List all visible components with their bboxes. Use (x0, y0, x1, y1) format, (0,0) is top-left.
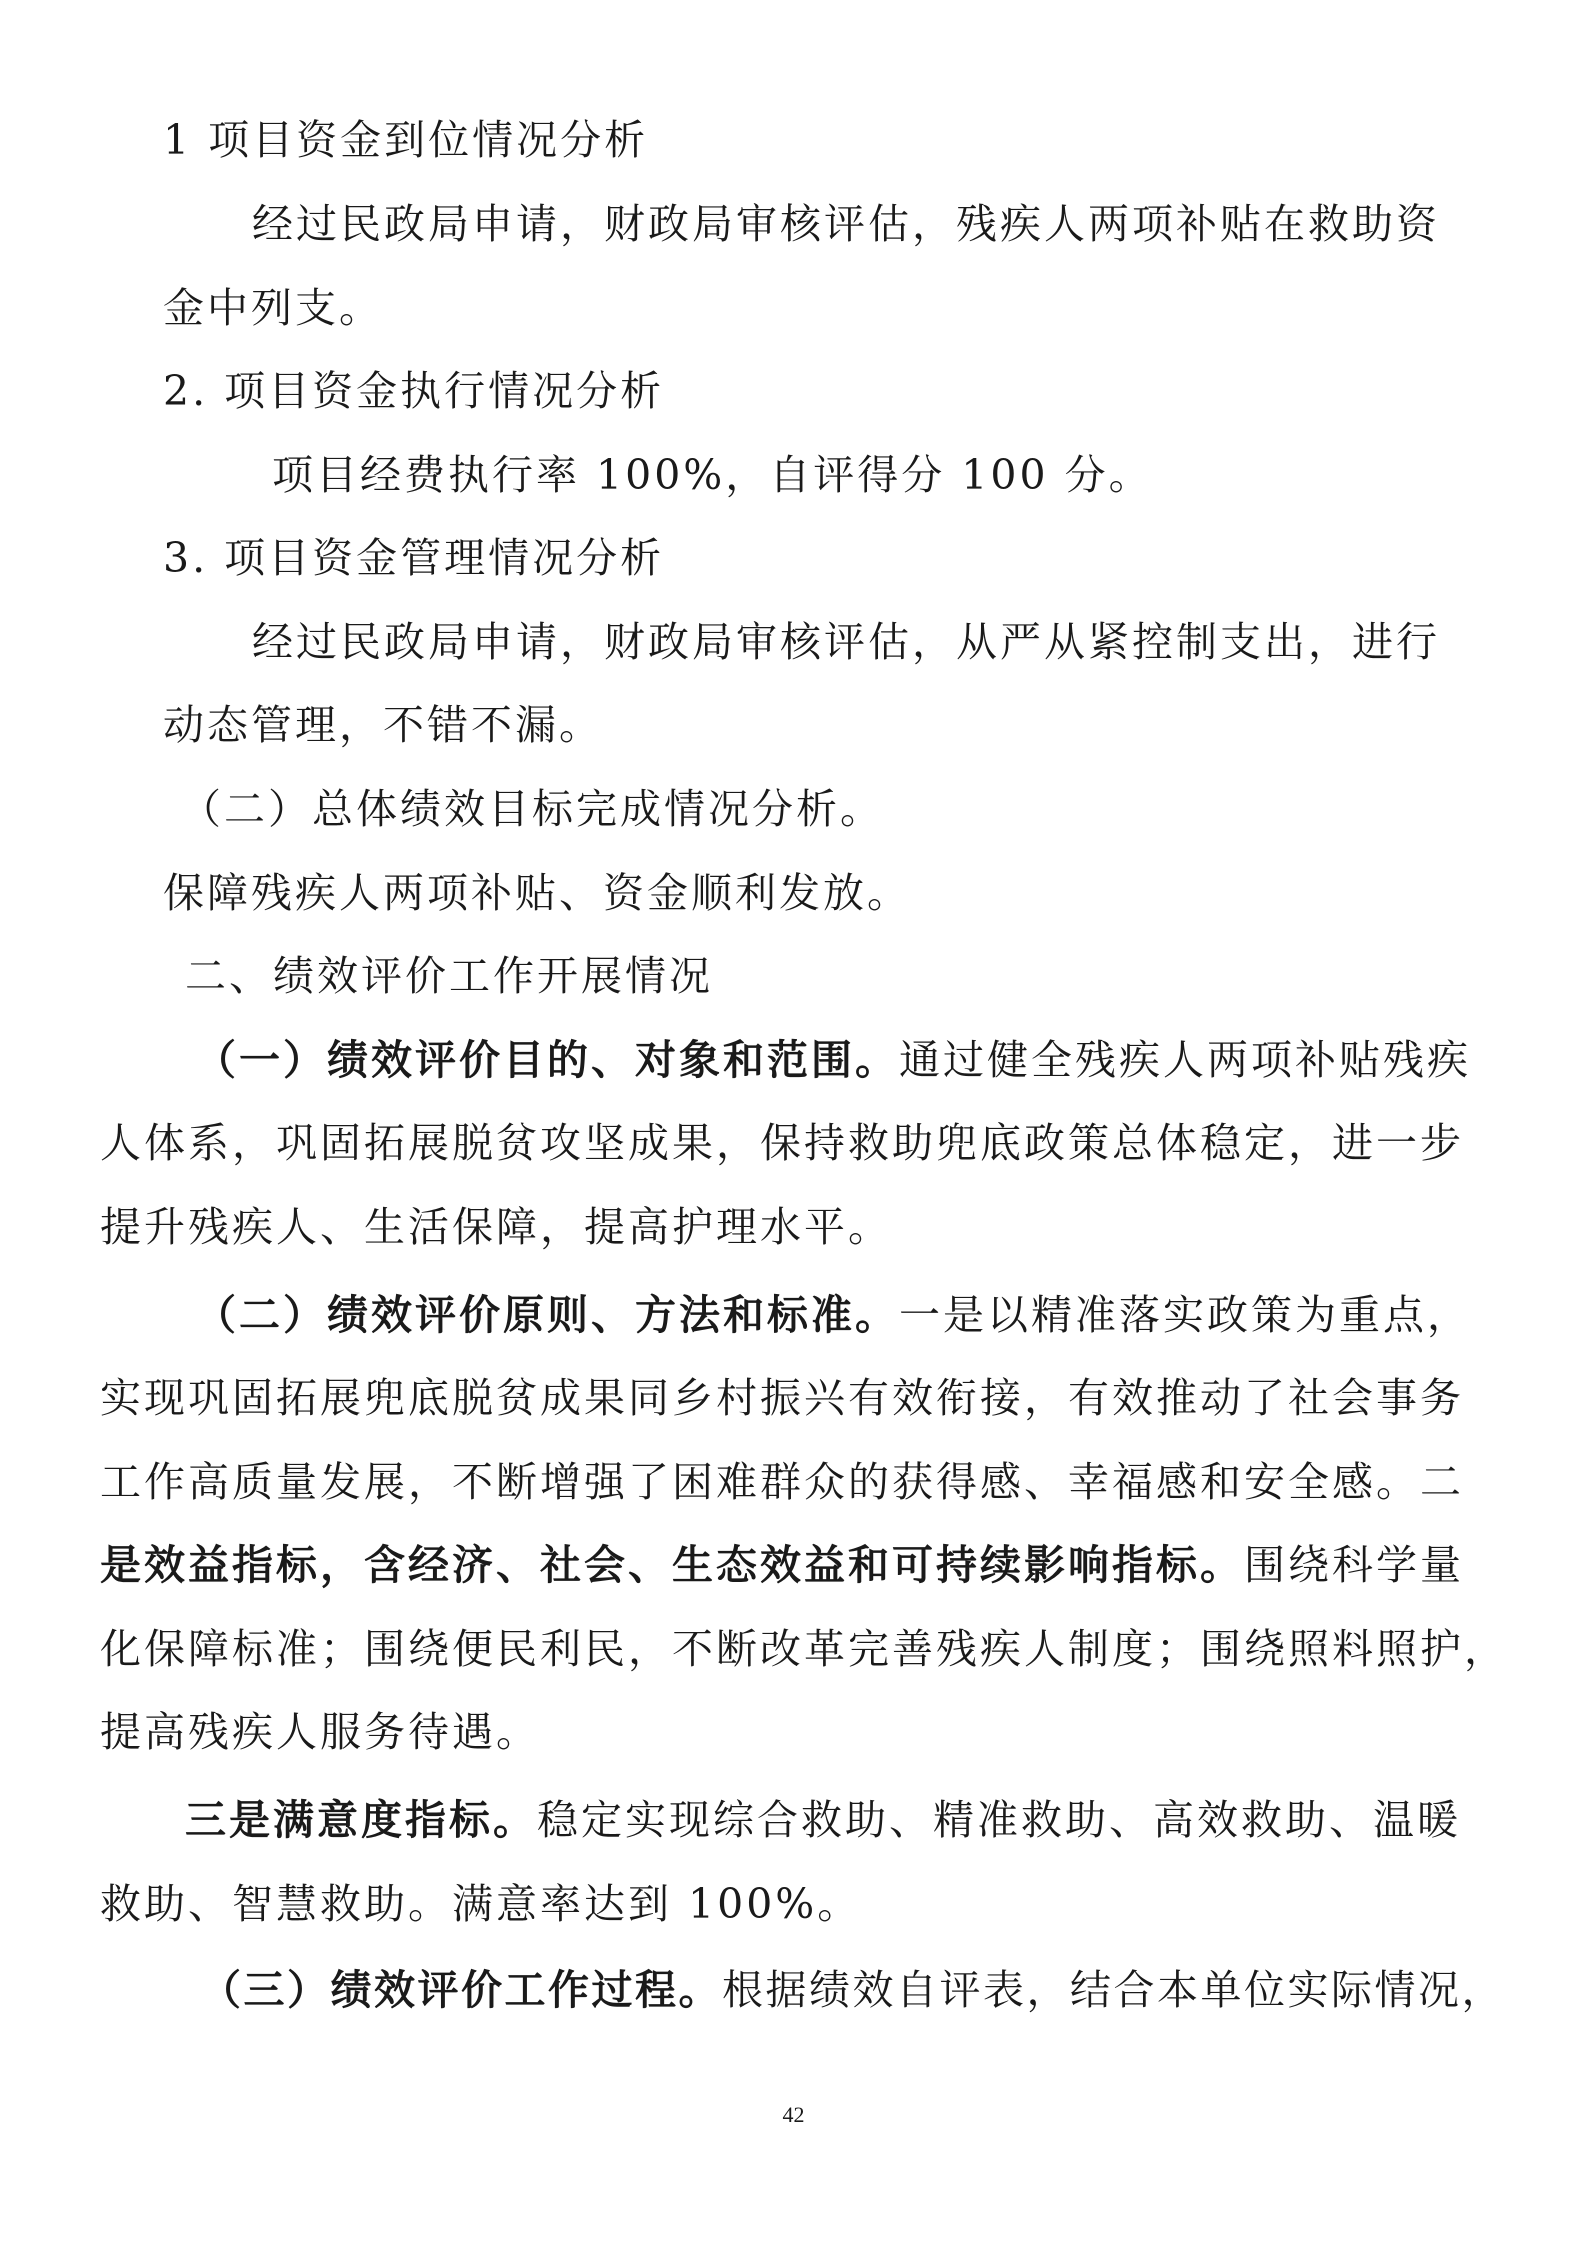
line-text: 3. 项目资金管理情况分析 (163, 534, 665, 582)
inline-heading: 三是满意度指标。 (185, 1796, 537, 1844)
line-text: （二）总体绩效目标完成情况分析。 (180, 785, 884, 833)
line-text: 项目经费执行率 100%，自评得分 100 分。 (272, 451, 1153, 499)
paragraph-line (100, 1537, 1464, 1593)
line-text: 一是以精准落实政策为重点， (899, 1291, 1471, 1339)
inline-heading: （一）绩效评价目的、对象和范围。 (195, 1036, 899, 1084)
inline-heading: 是效益指标，含经济、社会、生态效益和可持续影响指标。 (100, 1541, 1244, 1589)
paragraph-line (272, 447, 1153, 503)
line-text: 金中列支。 (163, 284, 383, 332)
line-text: 人体系，巩固拓展脱贫攻坚成果，保持救助兜底政策总体稳定，进一步 (100, 1119, 1464, 1167)
line-text: 工作高质量发展，不断增强了困难群众的获得感、幸福感和安全感。二 (100, 1458, 1464, 1506)
paragraph-line (163, 865, 911, 921)
line-text: 二、绩效评价工作开展情况 (185, 952, 713, 1000)
paragraph-line (100, 1704, 540, 1760)
line-text: 动态管理，不错不漏。 (163, 701, 603, 749)
line-text: 根据绩效自评表，结合本单位实际情况， (722, 1966, 1505, 2014)
heading-funds-management (163, 530, 664, 586)
paragraph-line (100, 1199, 892, 1255)
line-text: 稳定实现综合救助、精准救助、高效救助、温暖 (537, 1796, 1461, 1844)
line-text: 经过民政局申请，财政局审核评估，从严从紧控制支出，进行 (252, 618, 1440, 666)
line-text: 提升残疾人、生活保障，提高护理水平。 (100, 1203, 892, 1251)
heading-overall-goals (180, 781, 884, 837)
line-text: 2. 项目资金执行情况分析 (163, 367, 665, 415)
paragraph-line (100, 1454, 1464, 1510)
line-text: 保障残疾人两项补贴、资金顺利发放。 (163, 869, 911, 917)
paragraph-line (252, 196, 1440, 252)
line-text: 1 项目资金到位情况分析 (163, 116, 649, 164)
paragraph-line (100, 1876, 861, 1932)
paragraph-line (200, 1962, 1505, 2018)
paragraph-line (163, 697, 603, 753)
paragraph-line (195, 1287, 1471, 1343)
paragraph-line (163, 280, 383, 336)
paragraph-line (100, 1621, 1508, 1677)
paragraph-line (195, 1032, 1471, 1088)
line-text: 经过民政局申请，财政局审核评估，残疾人两项补贴在救助资 (252, 200, 1440, 248)
line-text: 提高残疾人服务待遇。 (100, 1708, 540, 1756)
inline-heading: （三）绩效评价工作过程。 (200, 1966, 722, 2014)
line-text: 通过健全残疾人两项补贴残疾 (899, 1036, 1471, 1084)
section-heading-evaluation (185, 948, 713, 1004)
page-number: 42 (782, 2102, 805, 2127)
paragraph-line (252, 614, 1440, 670)
line-text: 围绕科学量 (1244, 1541, 1464, 1589)
line-text: 实现巩固拓展兜底脱贫成果同乡村振兴有效衔接，有效推动了社会事务 (100, 1374, 1464, 1422)
inline-heading: （二）绩效评价原则、方法和标准。 (195, 1291, 899, 1339)
line-text: 救助、智慧救助。满意率达到 100%。 (100, 1880, 862, 1928)
paragraph-line (100, 1115, 1464, 1171)
line-text: 化保障标准；围绕便民利民，不断改革完善残疾人制度；围绕照料照护， (100, 1625, 1508, 1673)
heading-funds-execution (163, 363, 664, 419)
paragraph-line (185, 1792, 1461, 1848)
paragraph-line (100, 1370, 1464, 1426)
heading-funds-arrival (163, 112, 648, 168)
